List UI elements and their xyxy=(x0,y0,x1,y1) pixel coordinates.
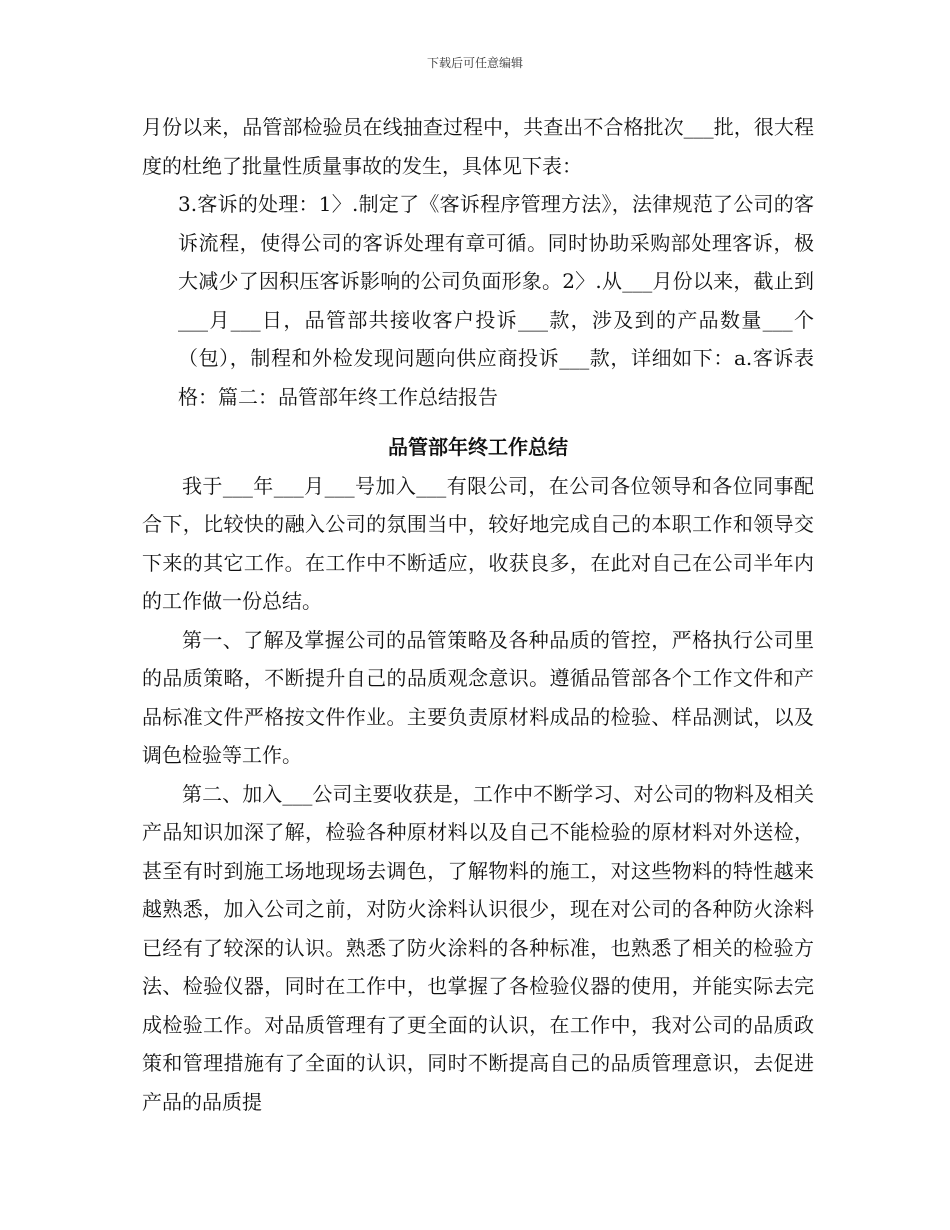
complaint-section xyxy=(178,185,814,416)
section-title: 品管部年终工作总结 xyxy=(388,435,568,459)
paragraph-first-point: 第一、了解及掌握公司的品管策略及各种品质的管控，严格执行公司里的品质策略，不断提升自己的品质观念意识。遵循品管部各个工作文件和产品标准文件严格按文件作业。主要负责原材料成品的检验、样品测试，以及调色检验等工作。 xyxy=(142,627,814,767)
document-body xyxy=(142,108,814,1121)
paragraph-join-company: 我于___年___月___号加入___有限公司，在公司各位领导和各位同事配合下，比较快的融入公司的氛围当中，较好地完成自己的本职工作和领导交下来的其它工作。在工作中不断适应，收获良多，在此对自己在公司半年内的工作做一份总结。 xyxy=(142,473,814,613)
complaint-paragraph: 3.客诉的处理：1〉.制定了《客诉程序管理方法》，法律规范了公司的客诉流程，使得公司的客诉处理有章可循。同时协助采购部处理客诉，极大减少了因积压客诉影响的公司负面形象。2〉.从___月份以来，截止到___月___日，品管部共接收客户投诉___款，涉及到的产品数量___个（包），制程和外检发现问题向供应商投诉___款，详细如下：a.客诉表格：篇二：品管部年终工作总结报告 xyxy=(178,192,814,409)
intro-paragraph: 月份以来，品管部检验员在线抽查过程中，共查出不合格批次___批，很大程度的杜绝了批量性质量事故的发生，具体见下表： xyxy=(142,115,814,178)
paragraph-second-point: 第二、加入___公司主要收获是，工作中不断学习、对公司的物料及相关产品知识加深了解，检验各种原材料以及自己不能检验的原材料对外送检，甚至有时到施工场地现场去调色，了解物料的施工，对这些物料的特性越来越熟悉，加入公司之前，对防火涂料认识很少，现在对公司的各种防火涂料已经有了较深的认识。熟悉了防火涂料的各种标准，也熟悉了相关的检验方法、检验仪器，同时在工作中，也掌握了各检验仪器的使用，并能实际去完成检验工作。对品质管理有了更全面的认识，在工作中，我对公司的品质政策和管理措施有了全面的认识，同时不断提高自己的品质管理意识，去促进产品的品质提 xyxy=(142,781,814,1114)
header-note: 下载后可任意编辑 xyxy=(426,56,523,70)
